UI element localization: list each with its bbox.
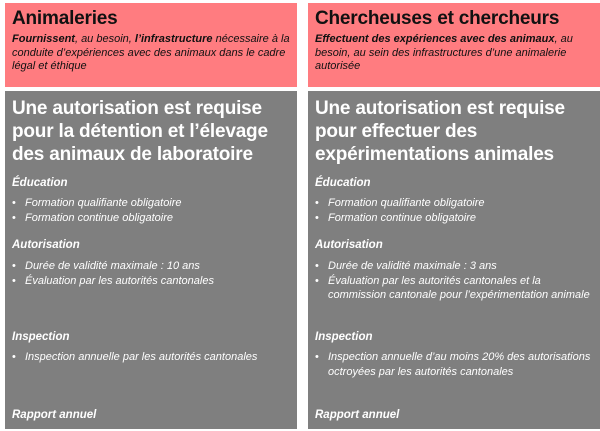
inspection-title: Inspection	[12, 331, 70, 343]
list-item: • Évaluation par les autorités cantonales et la commission cantonale pour l’expérimentation animale	[315, 274, 596, 303]
autorisation-list	[315, 259, 596, 303]
chercheurs-description: Effectuent des expériences avec des animaux, au besoin, au sein des infrastructures d’une animalerie autorisée	[315, 33, 573, 72]
rapport-title: Rapport annuel	[315, 409, 400, 421]
chercheurs-panel	[308, 91, 600, 429]
education-title: Éducation	[315, 177, 371, 189]
animaleries-panel	[5, 91, 297, 429]
education-list	[12, 196, 293, 225]
chercheurs-heading: Une autorisation est requise pour effectuer des expérimentations animales	[315, 98, 565, 165]
autorisation-title: Autorisation	[315, 239, 383, 251]
animaleries-heading: Une autorisation est requise pour la détention et l’élevage des animaux de laboratoire	[12, 98, 268, 165]
education-list	[315, 196, 596, 225]
list-item: • Formation continue obligatoire	[12, 211, 293, 226]
inspection-list	[12, 350, 293, 365]
list-item: • Durée de validité maximale : 10 ans	[12, 259, 293, 274]
rapport-title: Rapport annuel	[12, 409, 97, 421]
list-item: • Formation continue obligatoire	[315, 211, 596, 226]
list-item: • Durée de validité maximale : 3 ans	[315, 259, 596, 274]
list-item: • Inspection annuelle d’au moins 20% des autorisations octroyées par les autorités cantonales	[315, 350, 596, 379]
chercheurs-header	[308, 3, 600, 87]
list-item: • Inspection annuelle par les autorités cantonales	[12, 350, 293, 365]
animaleries-header	[5, 3, 297, 87]
autorisation-list	[12, 259, 293, 288]
chercheurs-title: Chercheuses et chercheurs	[315, 8, 560, 29]
list-item: • Formation qualifiante obligatoire	[12, 196, 293, 211]
list-item: • Formation qualifiante obligatoire	[315, 196, 596, 211]
list-item: • Évaluation par les autorités cantonales	[12, 274, 293, 289]
animaleries-description: Fournissent, au besoin, l’infrastructure nécessaire à la conduite d’expériences avec des animaux dans le cadre légal et éthique	[12, 33, 290, 72]
inspection-list	[315, 350, 596, 379]
animaleries-title: Animaleries	[12, 8, 118, 29]
autorisation-title: Autorisation	[12, 239, 80, 251]
inspection-title: Inspection	[315, 331, 373, 343]
education-title: Éducation	[12, 177, 68, 189]
